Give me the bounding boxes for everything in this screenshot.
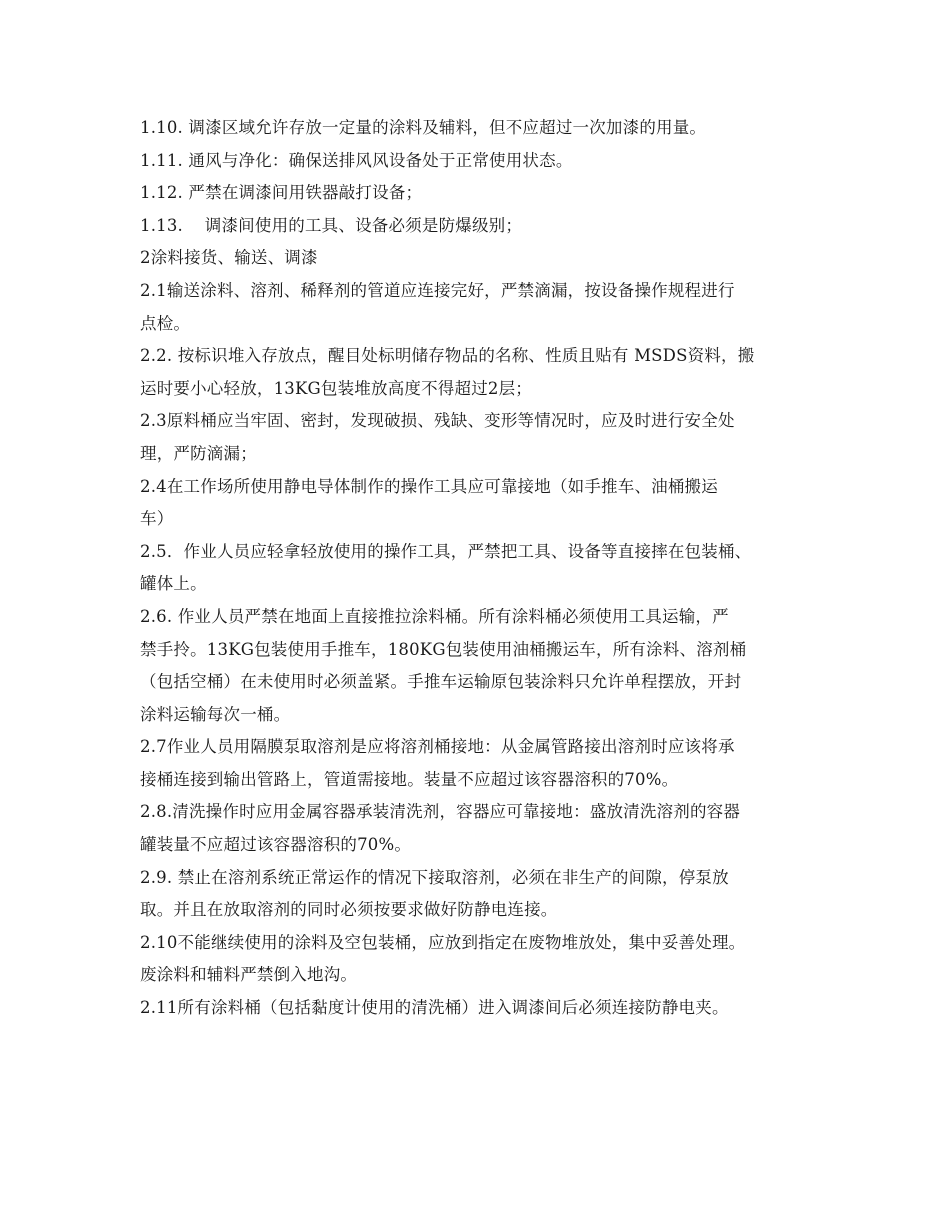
text-line: 2.9. 禁止在溶剂系统正常运作的情况下接取溶剂，必须在非生产的间隙，停泵放	[140, 867, 729, 887]
text-line: 罐体上。	[140, 574, 207, 594]
text-line: 车）	[140, 509, 174, 529]
text-line: 2.5．作业人员应轻拿轻放使用的操作工具，严禁把工具、设备等直接摔在包装桶、	[140, 541, 752, 561]
text-line: 2.8.清洗操作时应用金属容器承装清洗剂，容器应可靠接地：盛放清洗溶剂的容器	[140, 802, 741, 822]
text-line: 接桶连接到输出管路上，管道需接地。装量不应超过该容器溶积的70%。	[140, 769, 679, 789]
text-line: 1.13. 调漆间使用的工具、设备必须是防爆级别；	[140, 215, 523, 235]
text-line: 2.3原料桶应当牢固、密封，发现破损、残缺、变形等情况时，应及时进行安全处	[140, 411, 735, 431]
text-line: 1.12. 严禁在调漆间用铁器敲打设备；	[140, 183, 423, 203]
text-line: 运时要小心轻放，13KG包装堆放高度不得超过2层；	[140, 378, 533, 398]
document-body	[140, 112, 820, 1025]
text-line: 2.6. 作业人员严禁在地面上直接推拉涂料桶。所有涂料桶必须使用工具运输，严	[140, 606, 729, 626]
text-line: 点检。	[140, 313, 191, 333]
text-line: 罐装量不应超过该容器溶积的70%。	[140, 835, 412, 855]
text-line: 理，严防滴漏；	[140, 443, 257, 463]
text-line: （包括空桶）在未使用时必须盖紧。手推车运输原包装涂料只允许单程摆放，开封	[140, 672, 742, 692]
text-line: 2.10不能继续使用的涂料及空包装桶，应放到指定在废物堆放处，集中妥善处理。	[140, 932, 746, 952]
text-line: 2.2. 按标识堆入存放点，醒目处标明储存物品的名称、性质且贴有 MSDS资料，搬	[140, 346, 755, 366]
text-line: 2.1输送涂料、溶剂、稀释剂的管道应连接完好，严禁滴漏，按设备操作规程进行	[140, 280, 735, 300]
section-heading: 2涂料接货、输送、调漆	[140, 248, 318, 268]
text-line: 1.10. 调漆区域允许存放一定量的涂料及辅料，但不应超过一次加漆的用量。	[140, 118, 707, 137]
text-line: 1.11. 通风与净化：确保送排风风设备处于正常使用状态。	[140, 150, 573, 170]
text-line: 2.4在工作场所使用静电导体制作的操作工具应可靠接地（如手推车、油桶搬运	[140, 476, 718, 496]
text-line: 禁手拎。13KG包装使用手推车，180KG包装使用油桶搬运车，所有涂料、溶剂桶	[140, 639, 747, 659]
text-line: 2.7作业人员用隔膜泵取溶剂是应将溶剂桶接地：从金属管路接出溶剂时应该将承	[140, 737, 735, 757]
text-line: 2.11所有涂料桶（包括黏度计使用的清洗桶）进入调漆间后必须连接防静电夹。	[140, 998, 729, 1018]
text-line: 取。并且在放取溶剂的同时必须按要求做好防静电连接。	[140, 900, 558, 920]
text-line: 废涂料和辅料严禁倒入地沟。	[140, 965, 358, 985]
text-line: 涂料运输每次一桶。	[140, 704, 291, 724]
